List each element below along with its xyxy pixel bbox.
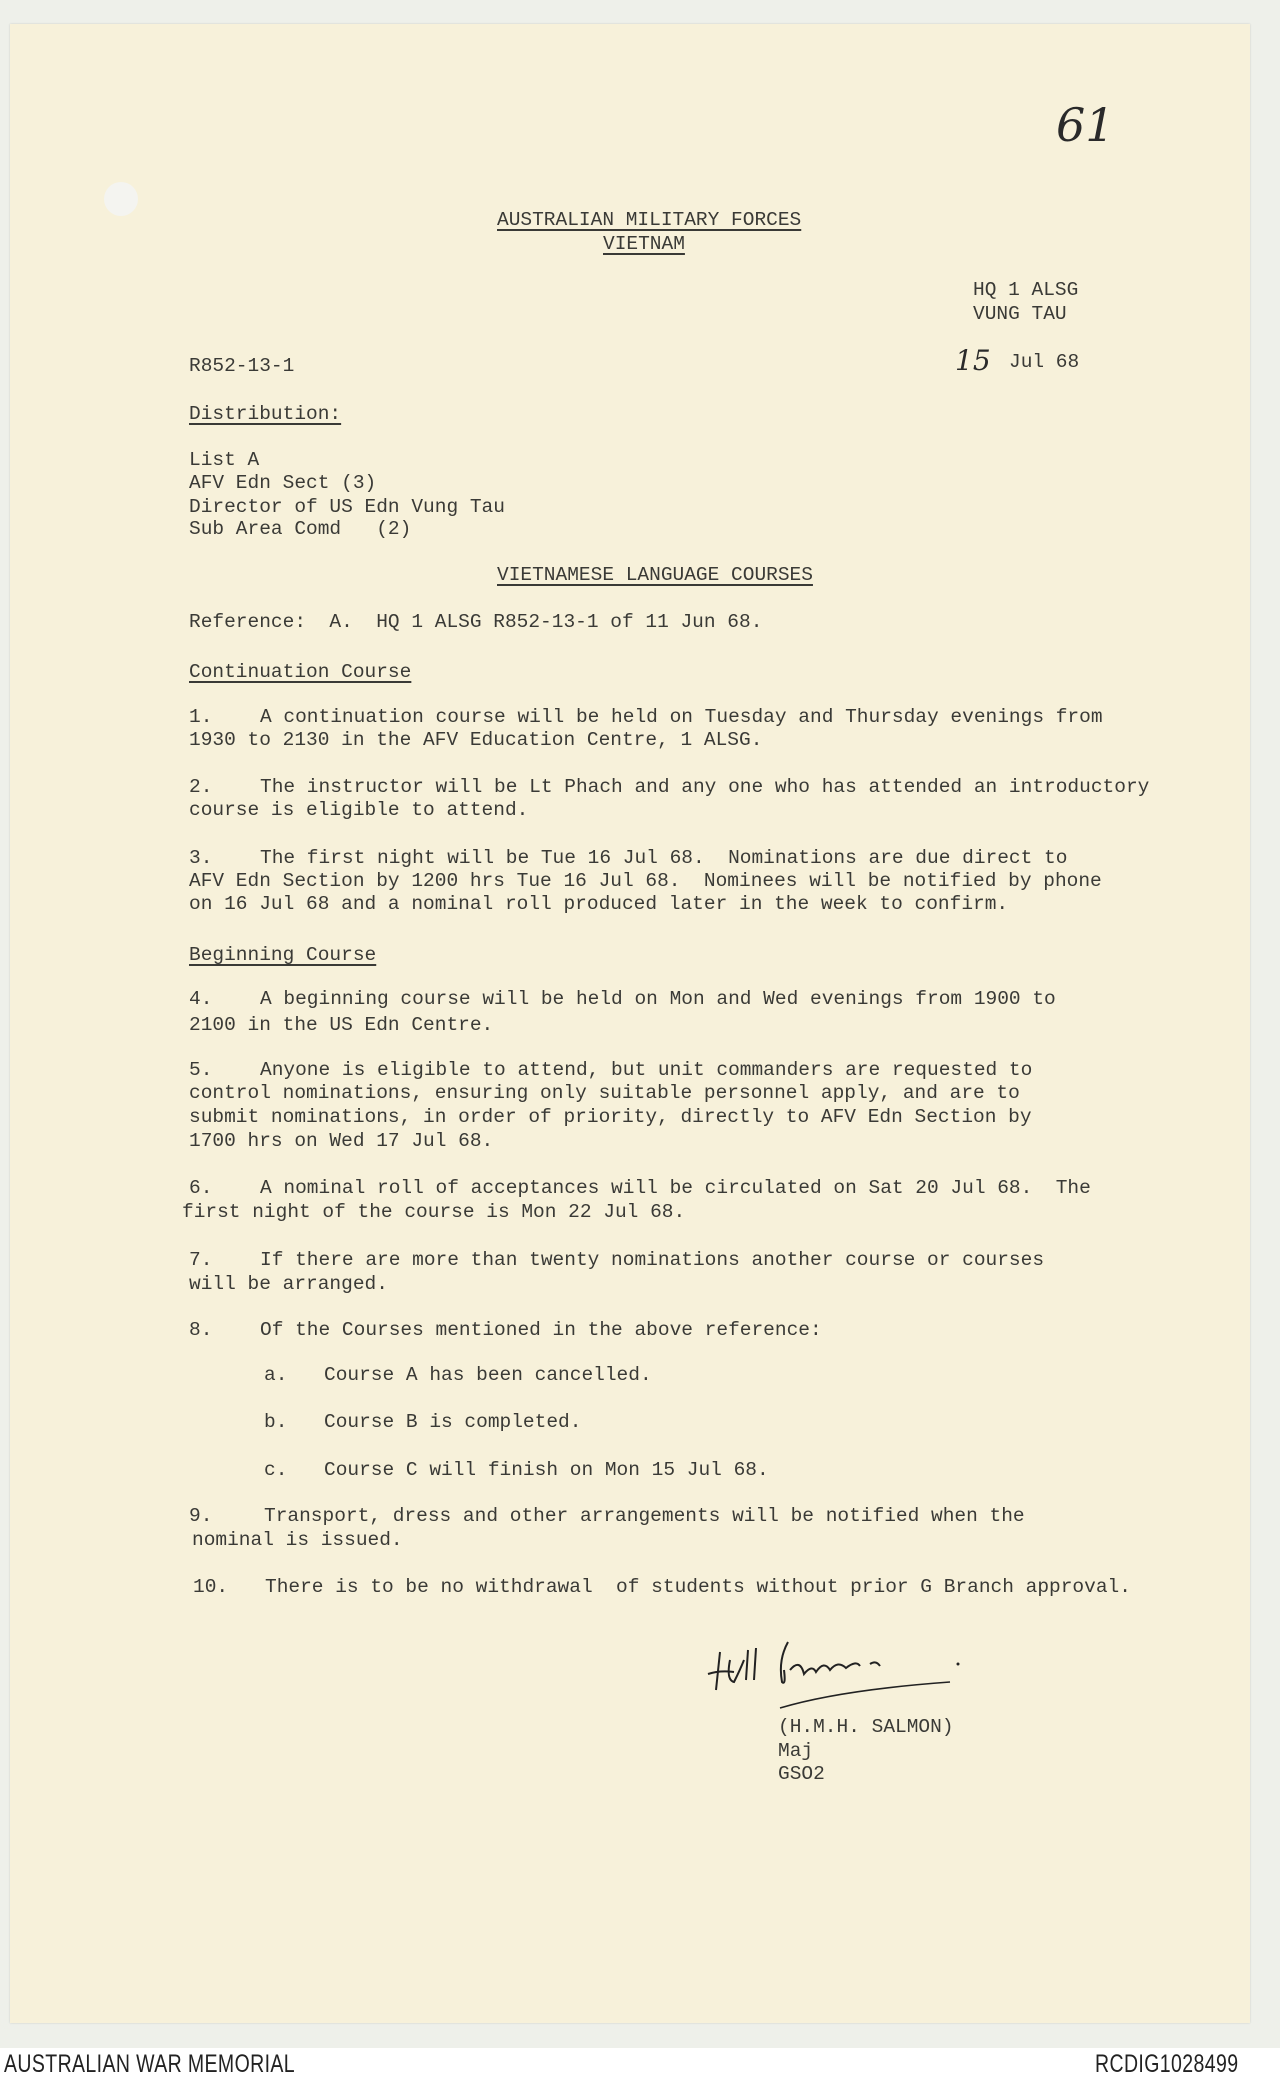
paragraph-line: Anyone is eligible to attend, but unit commanders are requested to [260,1059,1033,1081]
subitem-text: Course B is completed. [324,1411,582,1433]
paragraph-line: will be arranged. [189,1273,388,1295]
paragraph-line: The first night will be Tue 16 Jul 68. Nominations are due direct to [260,847,1068,869]
paragraph-number: 8. [189,1319,213,1341]
reference-line: Reference: A. HQ 1 ALSG R852-13-1 of 11 Jun 68. [189,611,763,633]
distribution-label: Distribution: [189,403,342,425]
subitem-letter: c. [264,1459,288,1481]
header-title: AUSTRALIAN MILITARY FORCES [497,209,802,231]
paragraph-line: 1700 hrs on Wed 17 Jul 68. [189,1130,494,1152]
paragraph-line: A beginning course will be held on Mon and Wed evenings from 1900 to [260,988,1056,1010]
paragraph-number: 10. [193,1576,229,1598]
file-reference: R852-13-1 [189,355,295,377]
paragraph-line: There is to be no withdrawal of students without prior G Branch approval. [265,1576,1131,1598]
paragraph-line: If there are more than twenty nominations another course or courses [260,1249,1045,1271]
paragraph-number: 2. [189,776,213,798]
distribution-item: List A [189,449,260,471]
distribution-item: AFV Edn Sect (3) [189,472,377,494]
paragraph-line: A continuation course will be held on Tuesday and Thursday evenings from [260,706,1103,728]
paragraph-line: 1930 to 2130 in the AFV Education Centre, 1 ALSG. [189,729,763,751]
folio-number: 61 [1056,98,1115,152]
paragraph-line: course is eligible to attend. [189,799,529,821]
paragraph-line: The instructor will be Lt Phach and any one who has attended an introductory [260,776,1150,798]
subitem-letter: a. [264,1364,288,1386]
punch-hole [104,182,138,216]
subitem-text: Course C will finish on Mon 15 Jul 68. [324,1459,769,1481]
paragraph-line: Transport, dress and other arrangements will be notified when the [264,1505,1025,1527]
paragraph-line: on 16 Jul 68 and a nominal roll produced later in the week to confirm. [189,893,1009,915]
address-line: HQ 1 ALSG [973,279,1079,301]
paragraph-number: 9. [189,1505,213,1527]
paragraph-line: A nominal roll of acceptances will be circulated on Sat 20 Jul 68. The [260,1177,1091,1199]
distribution-item: Sub Area Comd (2) [189,518,412,540]
footer-institution: AUSTRALIAN WAR MEMORIAL [4,2050,296,2078]
paragraph-number: 7. [189,1249,213,1271]
footer-catalogue-id: RCDIG1028499 [1095,2050,1239,2078]
paragraph-line: 2100 in the US Edn Centre. [189,1014,494,1036]
paragraph-line: AFV Edn Section by 1200 hrs Tue 16 Jul 68. Nominees will be notified by phone [189,870,1102,892]
paragraph-number: 3. [189,847,213,869]
paragraph-number: 6. [189,1177,213,1199]
paragraph-line: control nominations, ensuring only suitable personnel apply, and are to [189,1082,1020,1104]
address-line: VUNG TAU [973,303,1067,325]
paragraph-number: 4. [189,988,213,1010]
signatory-name: (H.M.H. SALMON) [778,1716,954,1738]
distribution-item: Director of US Edn Vung Tau [189,496,505,518]
date: Jul 68 [1009,351,1080,373]
paragraph-number: 1. [189,706,213,728]
paragraph-line: Of the Courses mentioned in the above reference: [260,1319,822,1341]
subitem-text: Course A has been cancelled. [324,1364,652,1386]
paragraph-line: nominal is issued. [192,1529,403,1551]
signatory-rank: Maj [778,1740,814,1762]
subitem-letter: b. [264,1411,288,1433]
subject-heading: VIETNAMESE LANGUAGE COURSES [497,564,813,586]
signatory-appointment: GSO2 [778,1763,825,1785]
section-heading: Continuation Course [189,661,412,683]
date-day-handwritten: 15 [955,344,991,377]
paragraph-line: submit nominations, in order of priority, directly to AFV Edn Section by [189,1106,1032,1128]
paragraph-number: 5. [189,1059,213,1081]
paragraph-line: first night of the course is Mon 22 Jul 68. [182,1201,686,1223]
section-heading: Beginning Course [189,944,377,966]
header-subtitle: VIETNAM [603,233,685,255]
signature [700,1630,1020,1720]
